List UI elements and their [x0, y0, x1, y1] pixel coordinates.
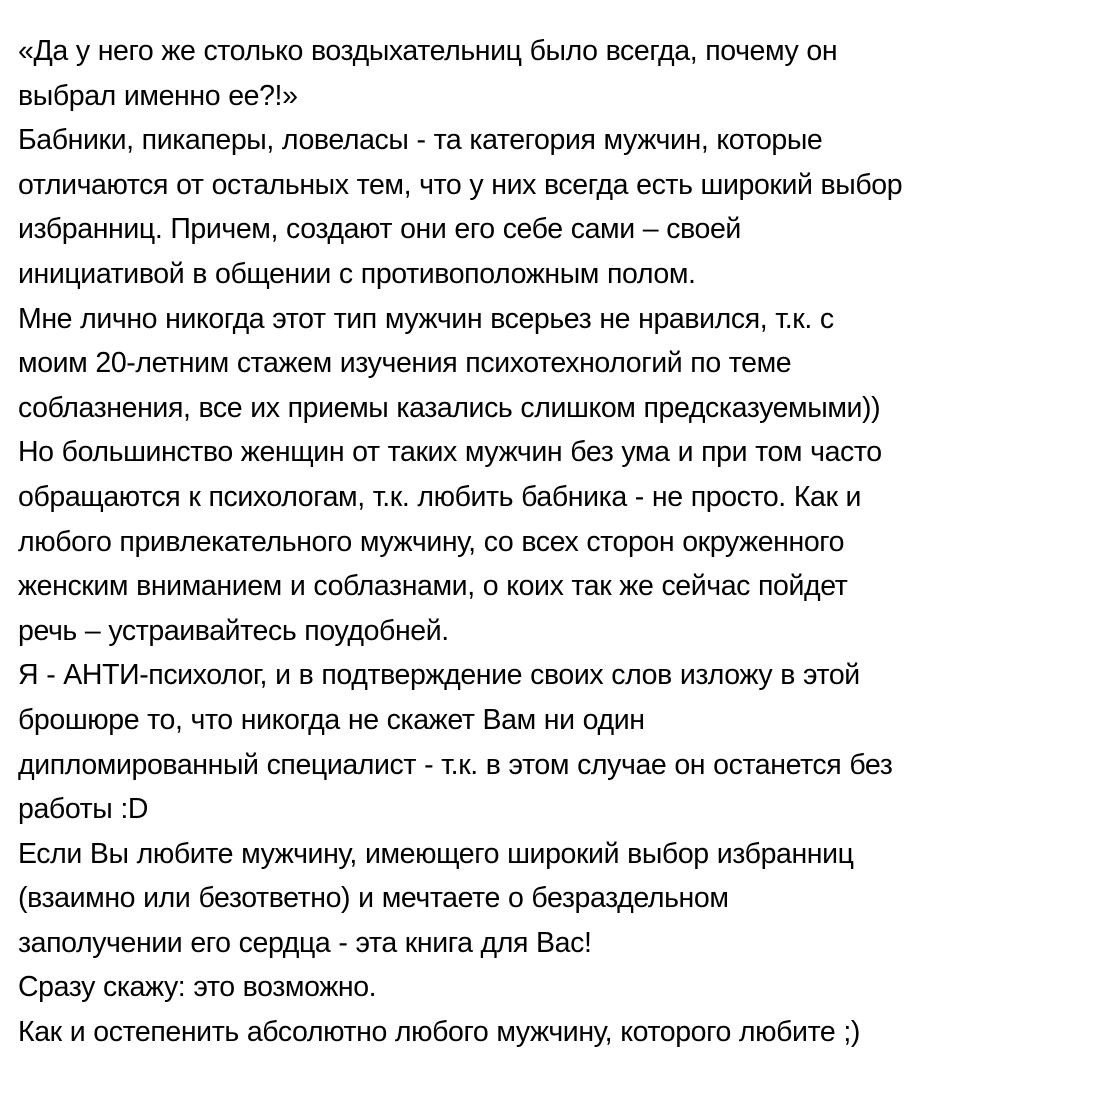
text-line: Сразу скажу: это возможно. — [18, 971, 377, 1004]
text-line: обращаются к психологам, т.к. любить бабника - не просто. Как и — [18, 480, 862, 513]
text-line: «Да у него же столько воздыхательниц было всегда, почему он — [18, 35, 838, 67]
text-line: речь – устраивайтесь поудобней. — [18, 614, 449, 647]
text-line: соблазнения, все их приемы казались слишком предсказуемыми)) — [18, 391, 881, 424]
text-line: (взаимно или безответно) и мечтаете о безраздельном — [18, 882, 729, 915]
text-line: Бабники, пикаперы, ловеласы - та категория мужчин, которые — [18, 124, 823, 157]
text-line: Мне лично никогда этот тип мужчин всерьез не нравился, т.к. с — [18, 302, 834, 335]
text-line: заполучении его сердца - эта книга для Вас! — [18, 926, 592, 959]
text-line: брошюре то, что никогда не скажет Вам ни один — [18, 703, 645, 736]
text-line: избранниц. Причем, создают они его себе сами – своей — [18, 213, 741, 246]
text-line: инициативой в общении с противоположным полом. — [18, 257, 696, 290]
text-line: Если Вы любите мужчину, имеющего широкий выбор избранниц — [18, 837, 854, 870]
text-line: работы :D — [18, 793, 149, 826]
body-text — [18, 29, 1088, 1055]
text-line: Но большинство женщин от таких мужчин без ума и при том часто — [18, 436, 882, 469]
text-line: дипломированный специалист - т.к. в этом случае он останется без — [18, 748, 893, 781]
text-line: моим 20-летним стажем изучения психотехнологий по теме — [18, 347, 792, 380]
text-line: Я - АНТИ-психолог, и в подтверждение своих слов изложу в этой — [18, 659, 860, 692]
text-line: отличаются от остальных тем, что у них всегда есть широкий выбор — [18, 168, 903, 201]
text-line: Как и остепенить абсолютно любого мужчину, которого любите ;) — [18, 1016, 860, 1049]
text-line: любого привлекательного мужчину, со всех сторон окруженного — [18, 525, 845, 558]
text-line: женским вниманием и соблазнами, о коих так же сейчас пойдет — [18, 570, 848, 603]
text-line: выбрал именно ее?!» — [18, 79, 298, 112]
